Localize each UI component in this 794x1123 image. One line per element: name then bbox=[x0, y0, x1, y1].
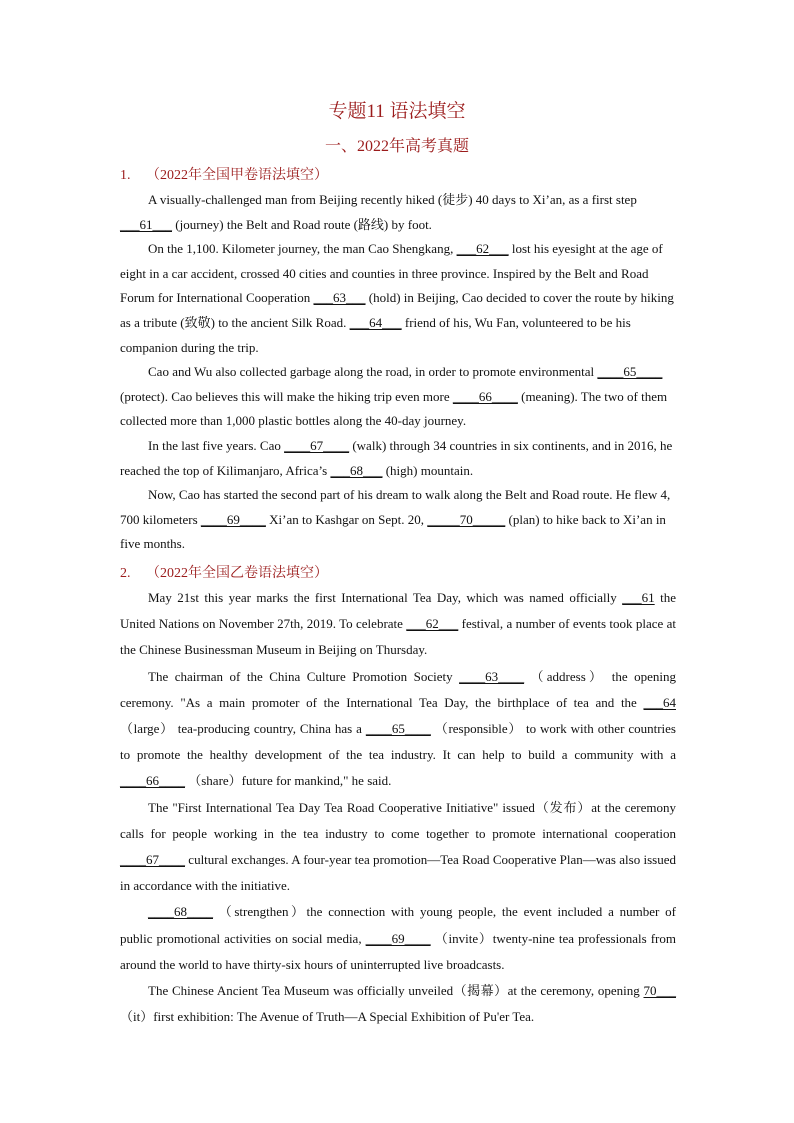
question-2-number: 2. bbox=[120, 566, 131, 581]
text: The "First International Tea Day Tea Road Cooperative Initiative" issued（发布）at the ceremony calls for people working in the tea industry to come together to promote international cooperation bbox=[120, 799, 676, 841]
q1-paragraph-2 bbox=[120, 237, 680, 360]
blank-67: ____67____ bbox=[284, 437, 350, 453]
section-subtitle: 一、2022年高考真题 bbox=[324, 138, 469, 155]
blank-64: ___64___ bbox=[349, 314, 402, 330]
text: The chairman of the China Culture Promotion Society bbox=[148, 668, 460, 684]
page-title: 专题11 语法填空 bbox=[328, 101, 466, 122]
blank-69: ____69____ bbox=[365, 930, 431, 946]
blank-70: _____70_____ bbox=[427, 511, 506, 527]
blank-61: ___61___ bbox=[120, 216, 172, 232]
blank-63: ___63___ bbox=[313, 290, 366, 306]
blank-70: 70___ bbox=[643, 983, 676, 999]
text: (high) mountain. bbox=[382, 462, 474, 478]
text: Now, Cao has started the second part of his dream to walk along the Belt and Road route. He flew 4, 700 kilometers bbox=[120, 487, 671, 527]
question-2 bbox=[120, 562, 676, 1030]
question-1-header bbox=[120, 164, 680, 184]
text: Xi’an to Kashgar on Sept. 20, bbox=[265, 511, 428, 527]
blank-65: ____65____ bbox=[597, 364, 663, 380]
q2-paragraph-4 bbox=[120, 899, 676, 978]
text: （responsible） to work with other countries to promote the healthy development of the tea industry. It can help to build a community with a bbox=[120, 721, 676, 763]
blank-68: ____68____ bbox=[148, 904, 213, 920]
q2-paragraph-1 bbox=[120, 585, 676, 664]
q1-paragraph-5 bbox=[120, 483, 680, 557]
text: (walk) through 34 countries in six continents, and in 2016, he reached the top of Kilimanjaro, Africa’s bbox=[120, 437, 673, 478]
text: (meaning). The two of them collected more than 1,000 plastic bottles along the 40-day journey. bbox=[120, 388, 668, 429]
question-2-header bbox=[120, 562, 676, 582]
text: (plan) to hike back to Xi’an in five months. bbox=[120, 511, 666, 552]
text: （invite）twenty-nine tea professionals from around the world to have thirty-six hours of uninterrupted live broadcasts. bbox=[120, 930, 676, 972]
blank-65: ____65____ bbox=[365, 721, 431, 737]
blank-66: ____66____ bbox=[120, 773, 185, 789]
question-1-source: （2022年全国甲卷语法填空） bbox=[146, 168, 328, 183]
q2-paragraph-2 bbox=[120, 664, 676, 795]
text: (hold) in Beijing, Cao decided to cover the route by hiking as a tribute (致敬) to the ancient Silk Road. bbox=[120, 290, 674, 330]
blank-66: ____66____ bbox=[452, 388, 518, 404]
blank-62: ___62___ bbox=[456, 241, 509, 257]
text: cultural exchanges. A four-year tea promotion—Tea Road Cooperative Plan—was also issued in accordance with the initiative. bbox=[120, 852, 676, 894]
text: friend of his, Wu Fan, volunteered to be his companion during the trip. bbox=[120, 314, 631, 355]
text: May 21st this year marks the first International Tea Day, which was named officially bbox=[148, 590, 623, 605]
text: (journey) the Belt and Road route (路线) by foot. bbox=[172, 216, 432, 232]
text: （address） the opening ceremony. "As a main promoter of the International Tea Day, the birthplace of tea and the bbox=[120, 668, 676, 710]
text: （it）first exhibition: The Avenue of Truth—A Special Exhibition of Pu'er Tea. bbox=[120, 1009, 535, 1025]
q2-paragraph-5 bbox=[120, 978, 676, 1030]
q1-paragraph-4 bbox=[120, 434, 680, 483]
text: A visually-challenged man from Beijing recently hiked (徒步) 40 days to Xi’an, as a first step bbox=[148, 192, 637, 207]
blank-63: ____63____ bbox=[459, 668, 525, 684]
text: （strengthen）the connection with young people, the event included a number of public promotional activities on social media, bbox=[120, 904, 676, 946]
text: The Chinese Ancient Tea Museum was officially unveiled（揭幕）at the ceremony, opening bbox=[148, 983, 644, 999]
q1-paragraph-1 bbox=[120, 188, 680, 237]
q2-paragraph-3 bbox=[120, 795, 676, 900]
blank-64: ___64 bbox=[643, 694, 676, 710]
text: Cao and Wu also collected garbage along the road, in order to promote environmental bbox=[148, 364, 598, 380]
q1-paragraph-3 bbox=[120, 360, 680, 434]
text: (protect). Cao believes this will make the hiking trip even more bbox=[120, 388, 453, 404]
text: lost his eyesight at the age of eight in a car accident, crossed 40 cities and counties in three province. Inspired by the Belt and Road Forum for International Cooperation bbox=[120, 241, 663, 306]
text: the United Nations on November 27th, 2019. To celebrate bbox=[120, 590, 676, 632]
blank-61: ___61 bbox=[622, 590, 655, 605]
text: （share）future for mankind," he said. bbox=[185, 773, 392, 789]
text: （large） tea-producing country, China has a bbox=[120, 721, 366, 737]
blank-67: ____67____ bbox=[120, 852, 185, 868]
text: festival, a number of events took place at the Chinese Businessman Museum in Beijing on Thursday. bbox=[120, 616, 676, 658]
question-1-number: 1. bbox=[120, 168, 131, 183]
text: On the 1,100. Kilometer journey, the man Cao Shengkang, bbox=[148, 241, 457, 257]
blank-62: ___62___ bbox=[406, 616, 459, 632]
text: In the last five years. Cao bbox=[148, 437, 285, 453]
blank-68: ___68___ bbox=[330, 462, 383, 478]
blank-69: ____69____ bbox=[200, 511, 266, 527]
question-1 bbox=[120, 164, 680, 557]
question-2-source: （2022年全国乙卷语法填空） bbox=[146, 566, 328, 581]
